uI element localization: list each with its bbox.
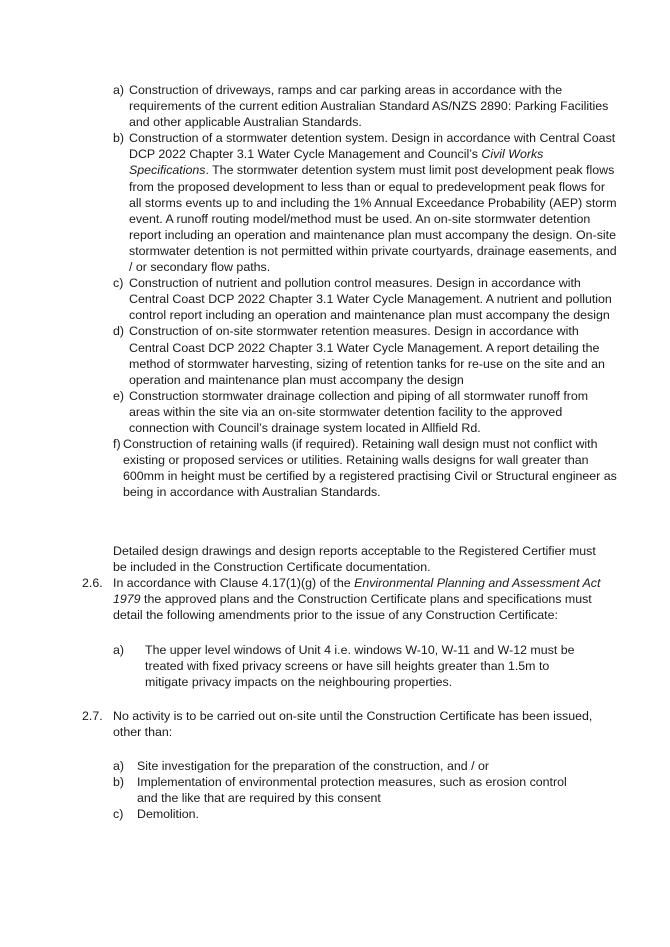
clause-2-7-item-b <box>113 774 583 806</box>
list-text: Implementation of environmental protection measures, such as erosion control and the like that are required by this consent <box>137 775 567 806</box>
text-run: Construction of a stormwater detention system. Design in accordance with Central Coast DCP 2022 Chapter 3.1 Water Cycle Management and Council’s <box>129 131 616 162</box>
list-item-f <box>113 436 618 500</box>
list-text: Construction of driveways, ramps and car parking areas in accordance with the requirements of the current edition Australian Standard AS/NZS 2890: Parking Facilities and other applicable Australian Standards. <box>129 83 609 130</box>
list-marker: a) <box>113 643 125 657</box>
list-text: Construction of on-site stormwater retention measures. Design in accordance with Central Coast DCP 2022 Chapter 3.1 Water Cycle Management. A report detailing the method of stormwater harvesting, sizing of retention tanks for re-use on the site and an operation and maintenance plan must accompany the design <box>129 324 605 387</box>
clause-2-7 <box>82 708 617 740</box>
list-marker: e) <box>113 388 125 403</box>
list-marker: b) <box>113 131 125 146</box>
list-text: Demolition. <box>137 807 199 821</box>
clause-number: 2.6. <box>82 576 103 590</box>
list-text: Construction of retaining walls (if required). Retaining wall design must not conflict with existing or proposed services or utilities. Retaining walls designs for wall greater than 600mm in height must be certified by a registered practising Civil or Structural engineer as being in accordance with Australian Standards. <box>123 437 617 500</box>
clause-number: 2.7. <box>82 709 103 723</box>
clause-2-7-item-a <box>113 758 583 774</box>
list-item-b <box>113 130 618 275</box>
list-text: Site investigation for the preparation of the construction, and / or <box>137 759 489 773</box>
clause-2-6 <box>82 575 617 623</box>
list-marker: c) <box>113 276 124 291</box>
clause-2-6-item-a <box>113 642 583 690</box>
list-item-a <box>113 82 618 130</box>
list-text <box>129 130 618 275</box>
list-text: The upper level windows of Unit 4 i.e. windows W-10, W-11 and W-12 must be treated with fixed privacy screens or have sill heights greater than 1.5m to mitigate privacy impacts on the neighbouring properties. <box>145 643 575 690</box>
clause-2-7-item-c <box>113 806 583 822</box>
list-marker: c) <box>113 807 124 821</box>
text-run: the approved plans and the Construction Certificate plans and specifications must detail the following amendments prior to the issue of any Construction Certificate: <box>113 592 592 623</box>
clause-text: No activity is to be carried out on-site until the Construction Certificate has been issued, other than: <box>113 709 593 740</box>
text-run: . The stormwater detention system must limit post development peak flows from the proposed development to less than or equal to predevelopment peak flows for all storms events up to and including the 1% Annual Exceedance Probability (AEP) storm event. A runoff routing model/method must be used. An on-site stormwater detention report including an operation and maintenance plan must accompany the design. On-site stormwater detention is not permitted within private courtyards, drainage easements, and / or secondary flow paths. <box>129 163 617 275</box>
clause-text <box>113 575 617 623</box>
detail-paragraph: Detailed design drawings and design reports acceptable to the Registered Certifier must be included in the Construction Certificate documentation. <box>113 544 596 575</box>
list-item-c <box>113 275 618 323</box>
list-marker: b) <box>113 775 125 789</box>
list-text: Construction stormwater drainage collection and piping of all stormwater runoff from areas within the site via an on-site stormwater detention facility to the approved connection with Council’s drainage system located in Allfield Rd. <box>129 388 589 435</box>
list-marker: a) <box>113 759 125 773</box>
italic-reference: Civil Works Specifications <box>129 147 544 178</box>
list-marker: d) <box>113 324 125 339</box>
list-text: Construction of nutrient and pollution control measures. Design in accordance with Central Coast DCP 2022 Chapter 3.1 Water Cycle Management. A nutrient and pollution control report including an operation and maintenance plan must accompany the design <box>129 276 612 323</box>
list-item-e <box>113 388 618 436</box>
text-run: In accordance with Clause 4.17(1)(g) of the <box>113 576 355 590</box>
list-marker: f) <box>113 437 121 452</box>
list-item-d <box>113 323 618 387</box>
design-requirements-list <box>113 82 618 500</box>
list-marker: a) <box>113 83 125 97</box>
italic-act-title: Environmental Planning and Assessment Act 1979 <box>113 576 601 607</box>
